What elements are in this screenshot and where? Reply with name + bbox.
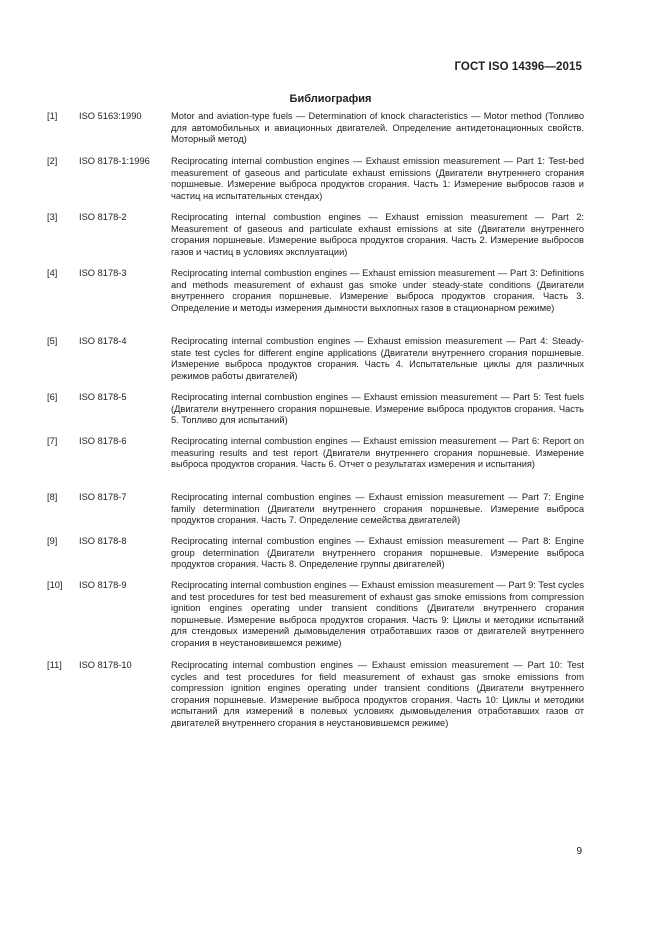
reference-code: ISO 8178-4 [79, 336, 127, 346]
reference-code: ISO 8178-6 [79, 436, 127, 446]
reference-number: [8] [47, 492, 58, 502]
reference-text: Reciprocating internal combustion engines — Exhaust emission measurement — Part 8: Engine group determination (Двигатели внутреннего сгорания поршневые. Измерение выброса продуктов сгорания. Часть 8. Определение группы двигателей) [171, 536, 584, 570]
reference-number: [9] [47, 536, 58, 546]
reference-code: ISO 8178-2 [79, 212, 127, 222]
document-header: ГОСТ ISO 14396—2015 [454, 61, 582, 73]
reference-number: [5] [47, 336, 58, 346]
reference-text: Reciprocating internal combustion engines — Exhaust emission measurement — Part 2: Measurement of gaseous and particulate exhaust emissions at site (Двигатели внутреннего сгорания поршневые. Измерение выброса продуктов сгорания. Часть 2. Измерение выбросов газов и частиц в условиях эксплуатации) [171, 212, 584, 257]
reference-number: [2] [47, 156, 58, 166]
reference-text: Reciprocating internal combustion engines — Exhaust emission measurement — Part 9: Test cycles and test procedures for test bed measurement of exhaust gas smoke emissions from compression ignition engines operating under transient conditions (Двигатели внутреннего сгорания поршневые. Измерение выброса продуктов сгорания. Часть 9: Циклы и методики испытаний для стендовых измерений дымовыделения отработавших газов от двигателей внутреннего сгорания в неустановившемся режиме) [171, 580, 584, 648]
reference-text: Reciprocating internal combustion engines — Exhaust emission measurement — Part 6: Report on measuring results and test report (Двигатели внутреннего сгорания поршневые. Измерение выброса продуктов сгорания. Часть 6. Отчет о результатах измерения и испытания) [171, 436, 584, 470]
reference-code: ISO 8178-7 [79, 492, 127, 502]
reference-number: [10] [47, 580, 63, 590]
reference-code: ISO 8178-8 [79, 536, 127, 546]
reference-text: Reciprocating internal combustion engines — Exhaust emission measurement — Part 10: Test cycles and test procedures for field measurement of exhaust gas smoke emissions from compression ignition engines operating under transient conditions (Двигатели внутреннего сгорания поршневые. Измерение выброса продуктов сгорания. Часть 10: Циклы и методики испытаний для измерений в полевых условиях дымовыделения отработавших газов от двигателей внутреннего сгорания в неустановившемся режиме) [171, 660, 584, 728]
reference-number: [1] [47, 111, 58, 121]
reference-code: ISO 5163:1990 [79, 111, 142, 121]
section-title: Библиография [289, 93, 372, 105]
reference-code: ISO 8178-1:1996 [79, 156, 150, 166]
reference-number: [4] [47, 268, 58, 278]
reference-number: [7] [47, 436, 58, 446]
reference-number: [3] [47, 212, 58, 222]
reference-text: Reciprocating internal combustion engines — Exhaust emission measurement — Part 1: Test-bed measurement of gaseous and particulate exhaust emissions (Двигатели внутреннего сгорания поршневые. Измерение выброса продуктов сгорания. Часть 1: Измерение выбросов газов и частиц на испытательных стендах) [171, 156, 584, 201]
reference-text: Reciprocating internal combustion engines — Exhaust emission measurement — Part 5: Test fuels (Двигатели внутреннего сгорания поршневые. Измерение выброса продуктов сгорания. Часть 5. Топливо для испытаний) [171, 392, 584, 426]
reference-text: Motor and aviation-type fuels — Determination of knock characteristics — Motor method (Топливо для автомобильных и авиационных двигателей. Определение антидетонационных свойств. Моторный метод) [171, 111, 584, 145]
reference-code: ISO 8178-5 [79, 392, 127, 402]
reference-number: [11] [47, 660, 62, 670]
reference-code: ISO 8178-10 [79, 660, 132, 670]
reference-text: Reciprocating internal combustion engines — Exhaust emission measurement — Part 7: Engine family determination (Двигатели внутреннего сгорания поршневые. Измерение выброса продуктов сгорания. Часть 7. Определение семейства двигателей) [171, 492, 584, 526]
reference-text: Reciprocating internal combustion engines — Exhaust emission measurement — Part 3: Definitions and methods measurement of exhaust gas smoke under steady-state conditions (Двигатели внутреннего сгорания поршневые. Измерение выброса продуктов сгорания. Часть 3. Определение и методы измерения дымности выхлопных газов в стационарном режиме) [171, 268, 584, 313]
reference-text: Reciprocating internal combustion engines — Exhaust emission measurement — Part 4: Steady-state test cycles for different engine applications (Двигатели внутреннего сгорания поршневые. Измерение выброса продуктов сгорания. Часть 4. Испытательные циклы для различных режимов работы двигателей) [171, 336, 584, 381]
page-number: 9 [576, 846, 582, 857]
reference-code: ISO 8178-9 [79, 580, 127, 590]
reference-number: [6] [47, 392, 58, 402]
reference-code: ISO 8178-3 [79, 268, 127, 278]
